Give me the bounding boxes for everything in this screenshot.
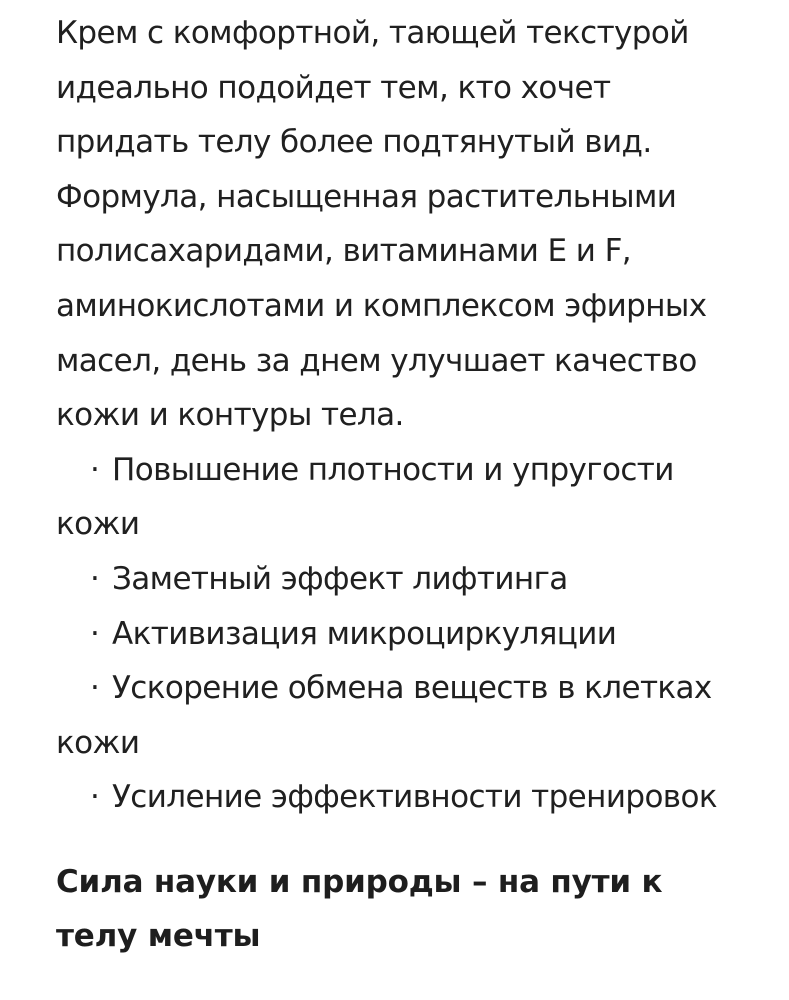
benefit-text-continued: кожи (56, 506, 140, 543)
benefit-text: Заметный эффект лифтинга (112, 560, 568, 597)
heading-line: телу мечты (56, 917, 261, 954)
description-line: Формула, насыщенная растительными (56, 178, 677, 215)
description-line: полисахаридами, витаминами Е и F, (56, 233, 632, 270)
bullet-mark: · (90, 451, 100, 488)
description-line: кожи и контуры тела. (56, 397, 404, 434)
bullet-mark: · (90, 615, 100, 652)
description-line: аминокислотами и комплексом эфирных (56, 287, 707, 324)
bullet-mark: · (90, 779, 100, 816)
description-line: Крем с комфортной, тающей текстурой (56, 15, 689, 51)
benefit-item (56, 607, 776, 662)
benefit-text-continued: кожи (56, 724, 140, 761)
section-heading (56, 855, 776, 963)
benefit-text: Ускорение обмена веществ в клетках (112, 670, 712, 707)
product-description (56, 6, 776, 443)
bullet-mark: · (90, 670, 100, 707)
benefit-item (56, 552, 776, 607)
description-line: масел, день за днем улучшает качество (56, 342, 697, 379)
benefit-text: Повышение плотности и упругости (112, 451, 674, 488)
benefit-text: Активизация микроциркуляции (112, 615, 617, 652)
benefit-item (56, 770, 776, 825)
description-line: придать телу более подтянутый вид. (56, 124, 652, 161)
benefits-list (56, 443, 776, 825)
bullet-mark: · (90, 560, 100, 597)
heading-line: Сила науки и природы – на пути к (56, 863, 663, 900)
benefit-text: Усиление эффективности тренировок (112, 779, 717, 816)
benefit-item (56, 661, 776, 770)
benefit-item (56, 443, 776, 552)
description-line: идеально подойдет тем, кто хочет (56, 69, 611, 106)
article-content (56, 6, 776, 963)
